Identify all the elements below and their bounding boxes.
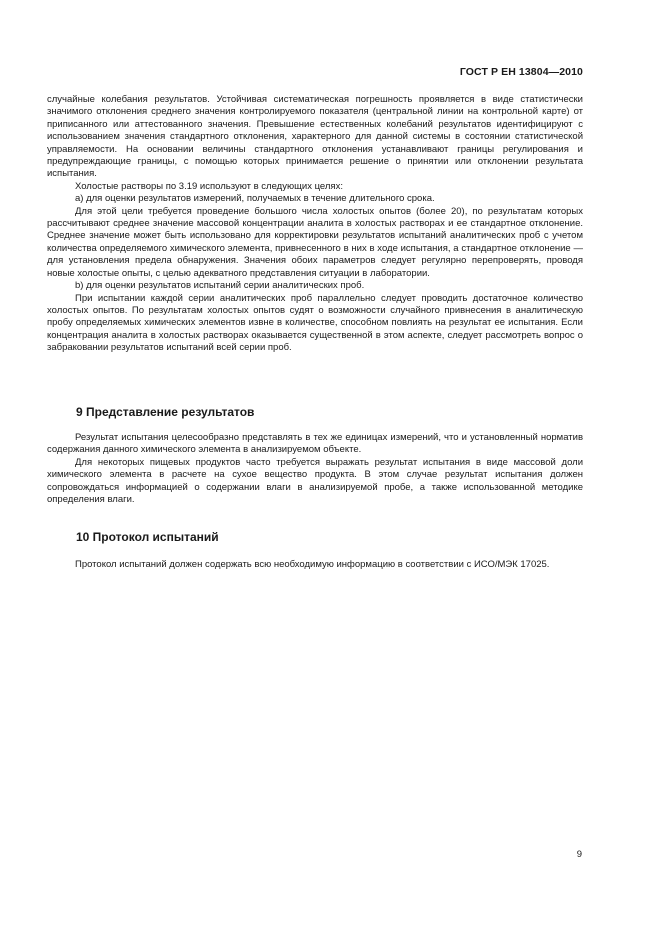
standard-code-header: ГОСТ Р ЕН 13804—2010 (459, 66, 583, 78)
section-9-heading: 9 Представление результатов (76, 405, 255, 419)
paragraph: Холостые растворы по 3.19 используют в следующих целях: (75, 180, 343, 192)
page-number: 9 (576, 849, 582, 860)
paragraph: Результат испытания целесообразно представлять в тех же единицах измерений, что и установленный норматив содержания данного химического элемента в анализируемом объекте. (47, 432, 583, 456)
section-9-text-block (47, 432, 583, 506)
section-10-heading: 10 Протокол испытаний (76, 530, 219, 544)
paragraph: При испытании каждой серии аналитических проб параллельно следует проводить достаточное количество холостых опытов. По результатам холостых опытов судят о возможности случайного привнесения в аналитическую пробу определяемых химических элементов извне в количестве, способном повлиять на результат ее испытания. Если концентрация аналита в холостых растворах оказывается существенной в этом аспекте, следует рассмотреть вопрос о забраковании результатов испытаний всей серии проб. (47, 292, 583, 354)
paragraph: Для некоторых пищевых продуктов часто требуется выражать результат испытания в виде массовой доли химического элемента в расчете на сухое вещество продукта. В этом случае результат испытания должен сопровождаться информацией о содержании влаги в анализируемой пробе, а также использованной методике определения влаги. (47, 456, 583, 506)
list-item-b: b) для оценки результатов испытаний серии аналитических проб. (75, 280, 365, 292)
paragraph: случайные колебания результатов. Устойчивая систематическая погрешность проявляется в виде статистически значимого отклонения среднего значения контролируемого показателя (центральной линии на контрольной карте) от приписанного или аттестованного значения. Превышение естественных колебаний результатов идентифицируют с использованием значения стандартного отклонения, характерного для данной системы в состоянии статистической управляемости. На основании величины стандартного отклонения устанавливают границы регулирования и предупреждающие границы, с помощью которых принимается решение о принятии или отклонении результата испытания. (47, 94, 583, 180)
list-item-a: а) для оценки результатов измерений, получаемых в течение длительного срока. (75, 193, 435, 205)
paragraph: Для этой цели требуется проведение большого числа холостых опытов (более 20), по результатам которых рассчитывают среднее значение массовой концентрации аналита в холостых растворах и ее стандартное отклонение. Среднее значение может быть использовано для корректировки результатов испытаний аналитических проб с учетом количества определяемого химического элемента, привнесенного в них в ходе испытания, а стандартное отклонение — для установления предела обнаружения. Значения обоих параметров следует регулярно перепроверять, проводя новые холостые опыты, с целью адекватного представления ситуации в лаборатории. (47, 205, 583, 279)
paragraph: Протокол испытаний должен содержать всю необходимую информацию в соответствии с ИСО/МЭК 17025. (75, 559, 550, 570)
intro-text-block (47, 94, 583, 355)
section-10-text-block (47, 559, 583, 571)
